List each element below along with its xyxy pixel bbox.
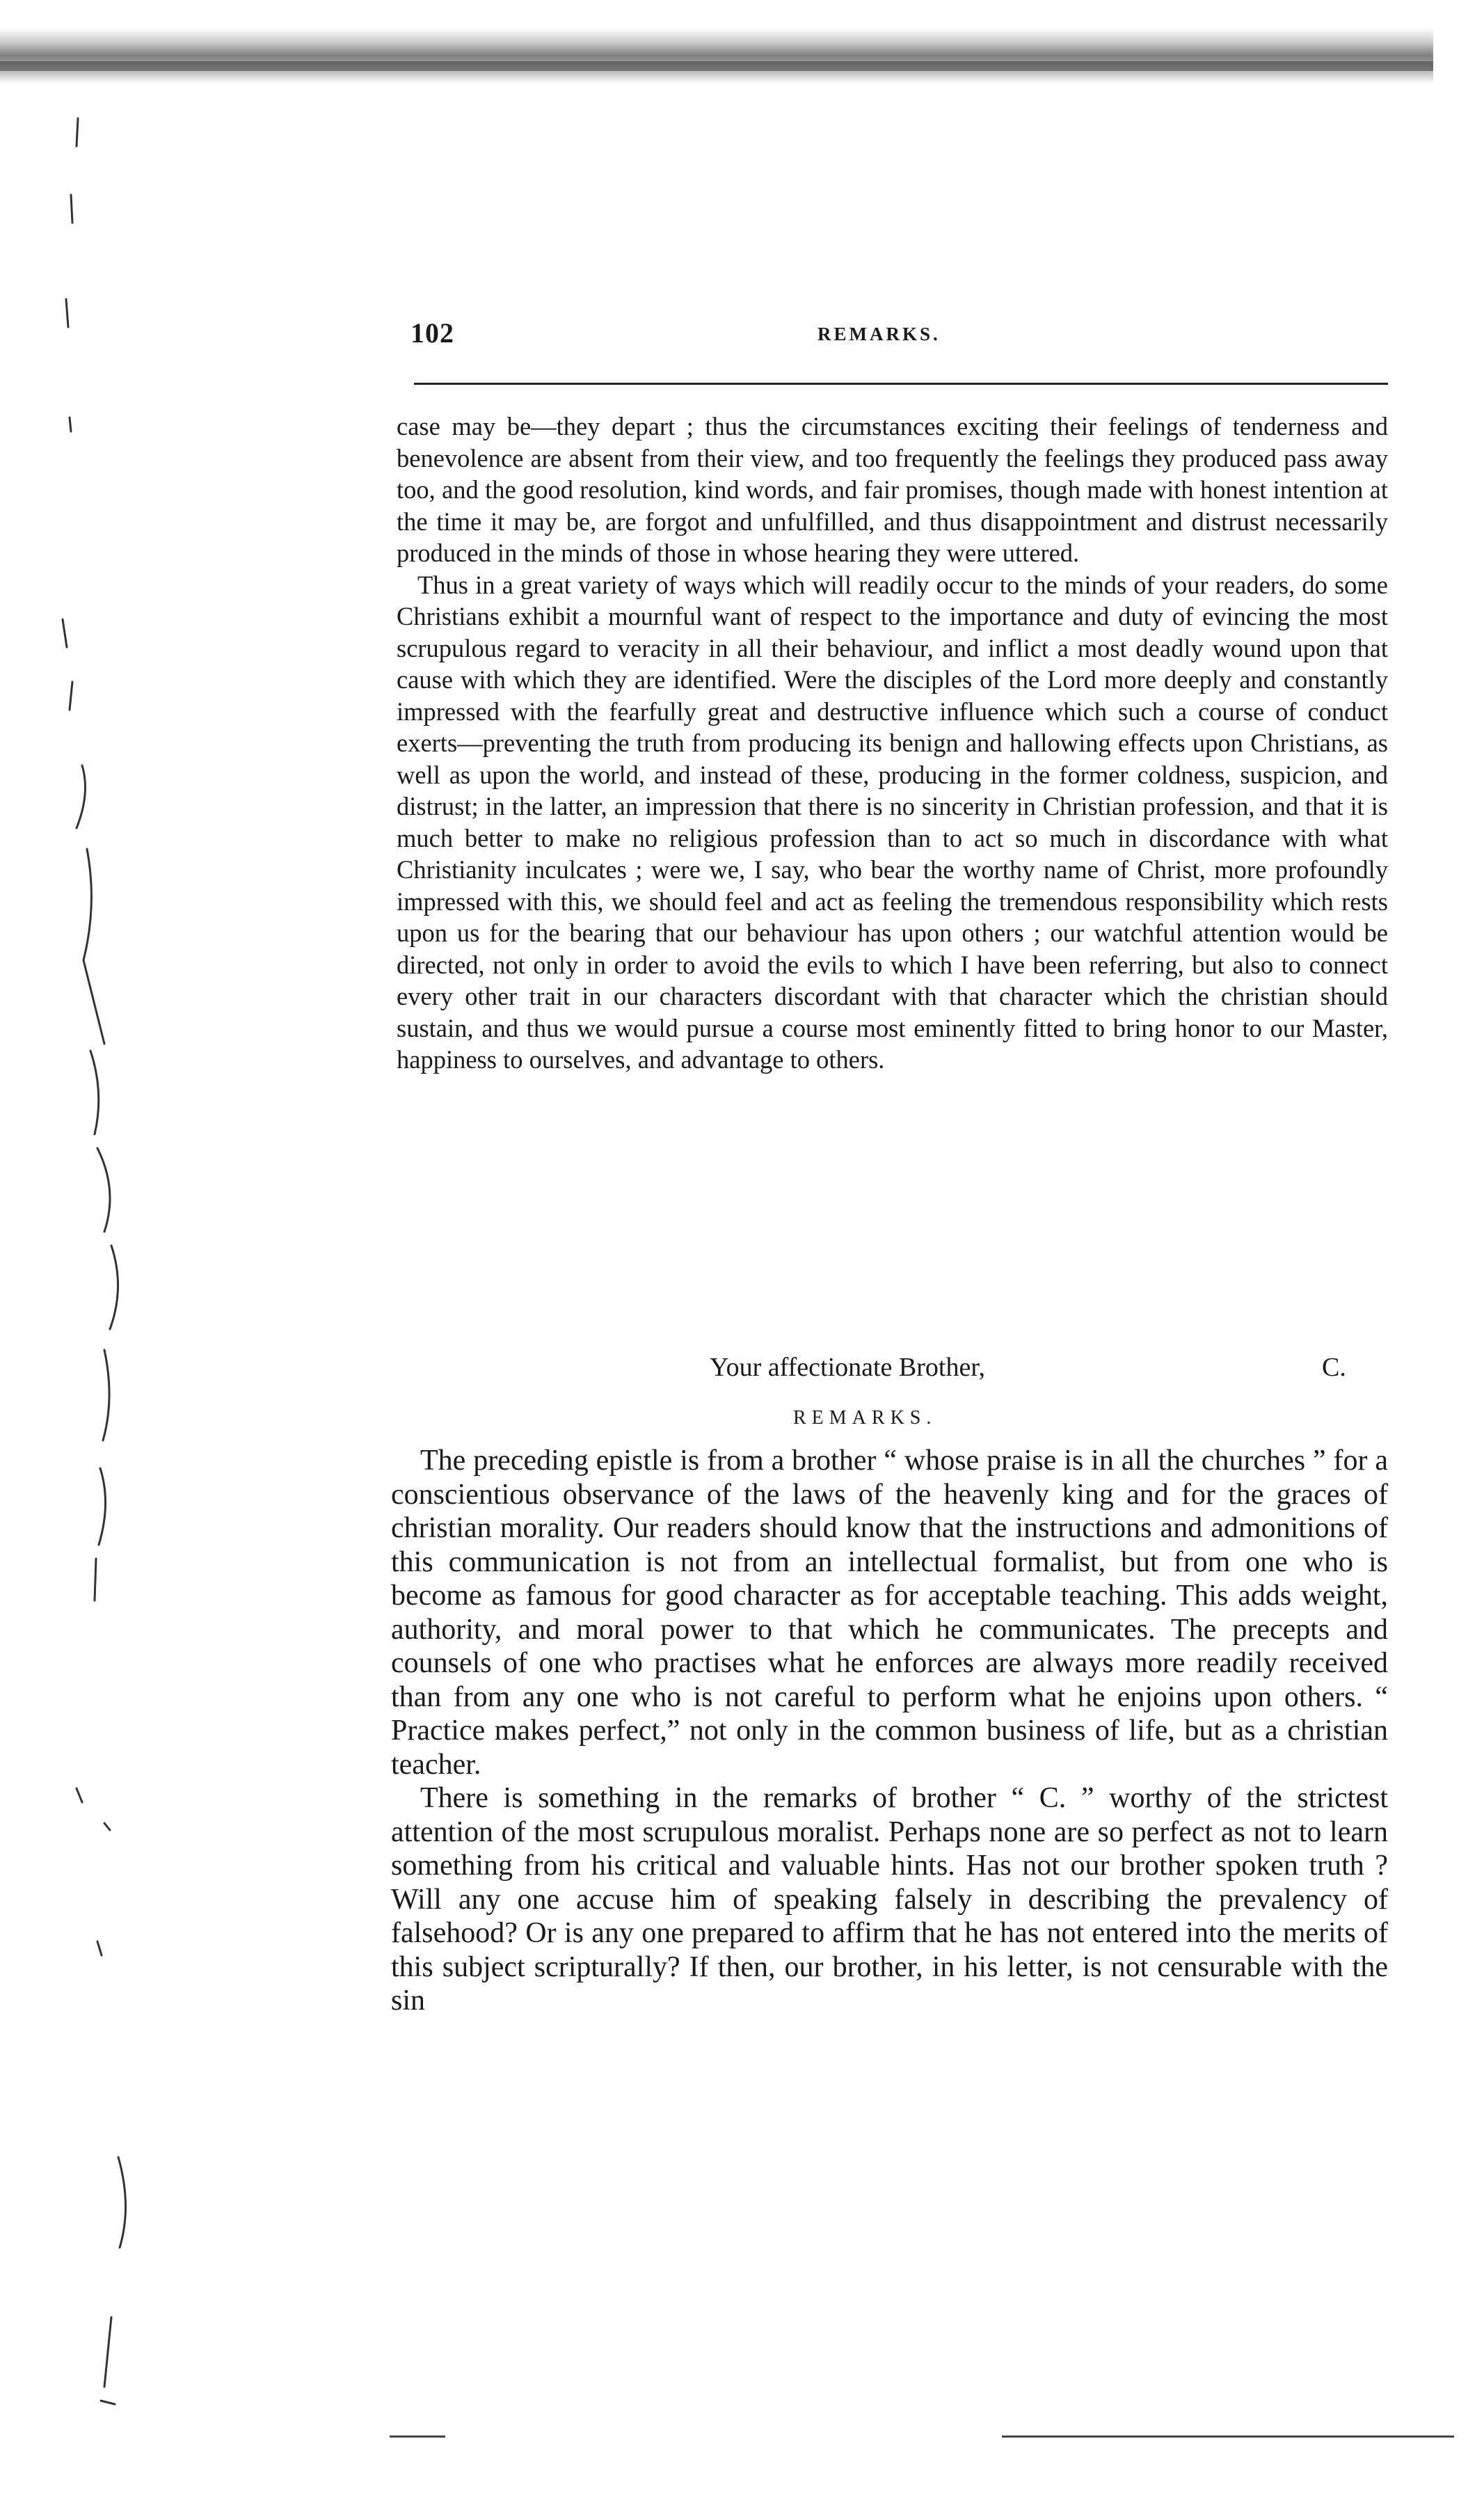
letter-body (397, 411, 1388, 1076)
letter-paragraph: Thus in a great variety of ways which will readily occur to the minds of your readers, do some Christians exhibit a mournful want of respect to the importance and duty of evincing the most scrupulous regard to veracity in all their behaviour, and inflict a most deadly wound upon that cause with which they are identified. Were the disciples of the Lord more deeply and constantly impressed with the fearfully great and destructive influence which such a course of conduct exerts—preventing the truth from producing its benign and hallowing effects upon Christians, as well as upon the world, and instead of these, producing in the former coldness, suspicion, and distrust; in the latter, an impression that there is no sincerity in Christian profession, and that it is much better to make no religious profession than to act so much in discordance with what Christianity inculcates ; were we, I say, who bear the worthy name of Christ, more profoundly impressed with this, we should feel and act as feeling the tremendous responsibility which rests upon us for the bearing that our behaviour has upon others ; our watchful attention would be directed, not only in order to avoid the evils to which I have been referring, but also to connect every other trait in our characters discordant with that character which the christian should sustain, and thus we would pursue a course most eminently fitted to bring honor to our Master, happiness to ourselves, and advantage to others. (397, 570, 1388, 1074)
bottom-scan-rule (1002, 2435, 1454, 2438)
header-rule (414, 383, 1388, 385)
margin-scan-marks (28, 104, 153, 2505)
remarks-paragraph: The preceding epistle is from a brother “ whose praise is in all the churches ” for a conscientious observance of the laws of the heavenly king and for the graces of christian morality. Our readers should know that the instructions and admonitions of this communication is not from an intellectual formalist, but from one who is become as famous for good character as for acceptable teaching. This adds weight, authority, and moral power to that which he communicates. The precepts and counsels of one who practises what he enforces are always more readily received than from any one who is not careful to perform what he enjoins upon others. “ Practice makes perfect,” not only in the common business of life, but as a christian teacher. (391, 1445, 1388, 1781)
letter-initial: C. (1322, 1353, 1346, 1382)
page-header (410, 317, 1391, 358)
scan-edge-shadow (0, 61, 1433, 71)
remarks-heading: REMARKS. (793, 1407, 937, 1429)
scan-edge-band (0, 28, 1433, 84)
remarks-paragraph: There is something in the remarks of brother “ C. ” worthy of the strictest attention of the most scrupulous moralist. Perhaps none are so perfect as not to learn something from his critical and valuable hints. Has not our brother spoken truth ? Will any one accuse him of speaking falsely in describing the prevalency of falsehood? Or is any one prepared to affirm that he has not entered into the merits of this subject scripturally? If then, our brother, in his letter, is not censurable with the sin (391, 1782, 1388, 2017)
bottom-scan-mark (390, 2435, 445, 2438)
letter-paragraph: case may be—they depart ; thus the circumstances exciting their feelings of tenderness and benevolence are absent from their view, and too frequently the feelings they produced pass away too, and the good resolution, kind words, and fair promises, though made with honest intention at the time it may be, are forgot and unfulfilled, and thus disappointment and distrust necessarily produced in the minds of those in whose hearing they were uttered. (397, 412, 1388, 567)
page-number: 102 (410, 317, 454, 349)
letter-closing: Your affectionate Brother, (710, 1353, 985, 1382)
remarks-body (391, 1444, 1388, 2018)
running-head: REMARKS. (817, 324, 941, 344)
letter-signature (710, 1352, 1378, 1387)
